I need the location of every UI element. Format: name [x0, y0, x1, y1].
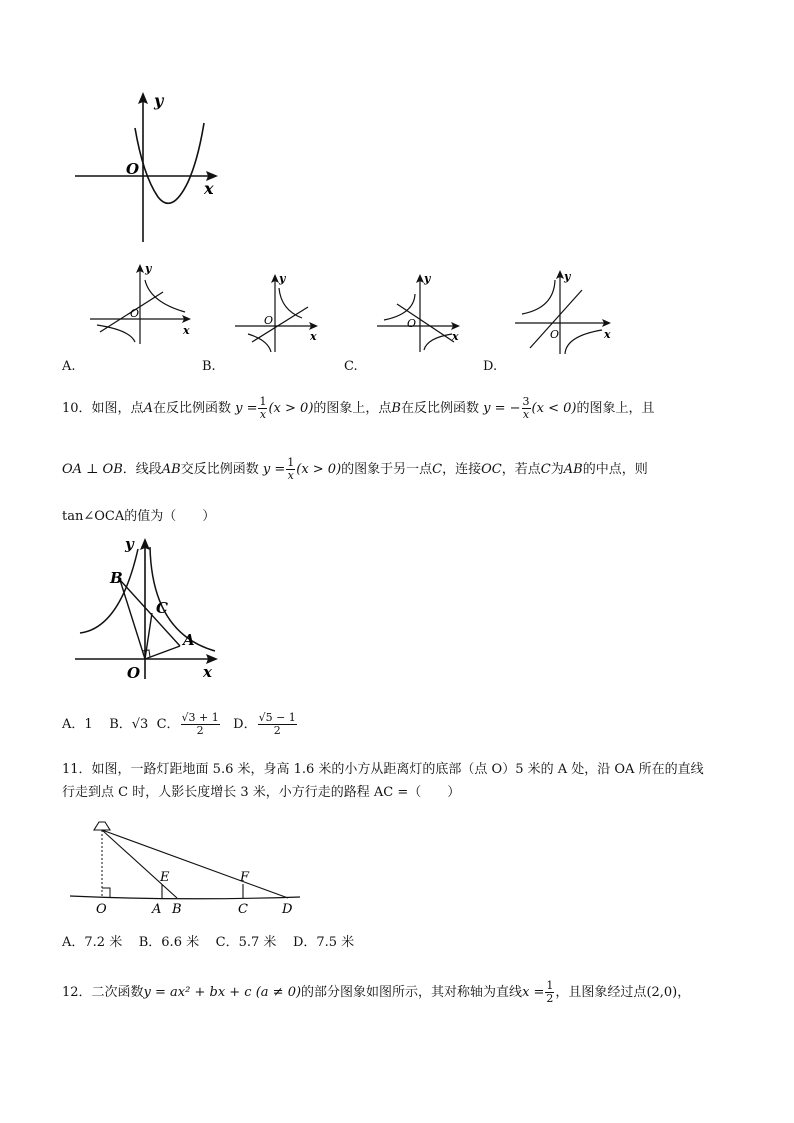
q10-figure [70, 533, 225, 683]
q9-option-a-graph [85, 262, 195, 347]
q9-option-b-label: B. [202, 359, 216, 374]
q9-main-x-label: x [204, 179, 214, 198]
q10-fig-x: x [203, 663, 212, 681]
q11-fig-b: B [172, 902, 182, 917]
q11-fig-a: A [152, 902, 162, 917]
q11-figure [70, 810, 310, 920]
q9-option-b-graph [230, 272, 330, 357]
q9-d-y: y [564, 270, 571, 283]
q9-option-c-graph [372, 272, 472, 357]
q11-fig-d: D [282, 902, 293, 917]
q10-fig-c: C [156, 599, 168, 617]
q9-c-o: O [407, 317, 417, 330]
q9-option-a-label: A. [62, 359, 76, 374]
q11-option-a: A．7.2 米 [62, 935, 123, 950]
q11-fig-f: F [240, 870, 250, 885]
q9-d-x: x [604, 328, 611, 341]
q9-option-d-graph [510, 268, 620, 358]
q10-option-d-label: D． [233, 717, 257, 732]
q10-line-3: tan∠OCA的值为（ ） [62, 509, 216, 524]
q9-a-y: y [145, 262, 152, 275]
q10-fig-y: y [125, 535, 134, 553]
q9-main-graph [70, 90, 220, 245]
q10-line-2: OA ⊥ OB．线段AB交反比例函数 y = $\frac{1}{x}$ (x > 0)的图象于另一点C，连接OC，若点C为AB的中点，则 [62, 456, 648, 482]
q11-fig-o: O [96, 902, 107, 917]
q10-line-1: 10．如图，点A在反比例函数 y = $\frac{1}{x}$ (x > 0)的图象上，点B在反比例函数 y = − $\frac{3}{x}$ (x < 0)的图象上，且 [62, 395, 655, 421]
q10-option-b: B．√3 [109, 717, 149, 732]
q9-option-d-label: D. [483, 359, 498, 374]
q12-line-1: 12．二次函数y = ax² + bx + c (a ≠ 0)的部分图象如图所示，其对称轴为直线x = $\frac{1}{2}$ ，且图象经过点(2,0)， [62, 979, 691, 1005]
q10-option-a: A．1 [62, 717, 93, 732]
q10-option-d-frac: $\frac{√5 - 1}{2}$ [258, 711, 296, 737]
q10-option-c-frac: $\frac{√3 + 1}{2}$ [181, 711, 219, 737]
q11-option-c: C．5.7 米 [215, 935, 277, 950]
q11-option-d: D．7.5 米 [292, 935, 355, 950]
q10-options [62, 712, 298, 737]
q9-b-y: y [279, 272, 286, 285]
q9-b-o: O [264, 314, 274, 327]
q9-a-o: O [130, 307, 140, 320]
q9-a-x: x [183, 324, 190, 337]
q11-line-2: 行走到点 C 时，人影长度增长 3 米，小方行走的路程 AC =（ ） [62, 785, 461, 800]
q11-options [62, 934, 354, 952]
q9-main-y-label: y [154, 91, 164, 110]
q10-option-c-label: C． [156, 717, 180, 732]
q9-d-o: O [550, 328, 560, 341]
q11-fig-e: E [160, 870, 170, 885]
q9-c-y: y [424, 272, 431, 285]
q9-option-c-label: C. [344, 359, 358, 374]
q11-fig-c: C [238, 902, 248, 917]
q9-c-x: x [452, 330, 459, 343]
q11-line-1: 11．如图，一路灯距地面 5.6 米，身高 1.6 米的小方从距离灯的底部（点 O）5 米的 A 处，沿 OA 所在的直线 [62, 762, 704, 777]
q10-fig-b: B [110, 569, 123, 587]
q9-b-x: x [310, 330, 317, 343]
q9-main-origin-label: O [126, 160, 140, 178]
q11-option-b: B．6.6 米 [138, 935, 200, 950]
q10-fig-a: A [183, 631, 195, 649]
q10-fig-o: O [127, 664, 141, 682]
